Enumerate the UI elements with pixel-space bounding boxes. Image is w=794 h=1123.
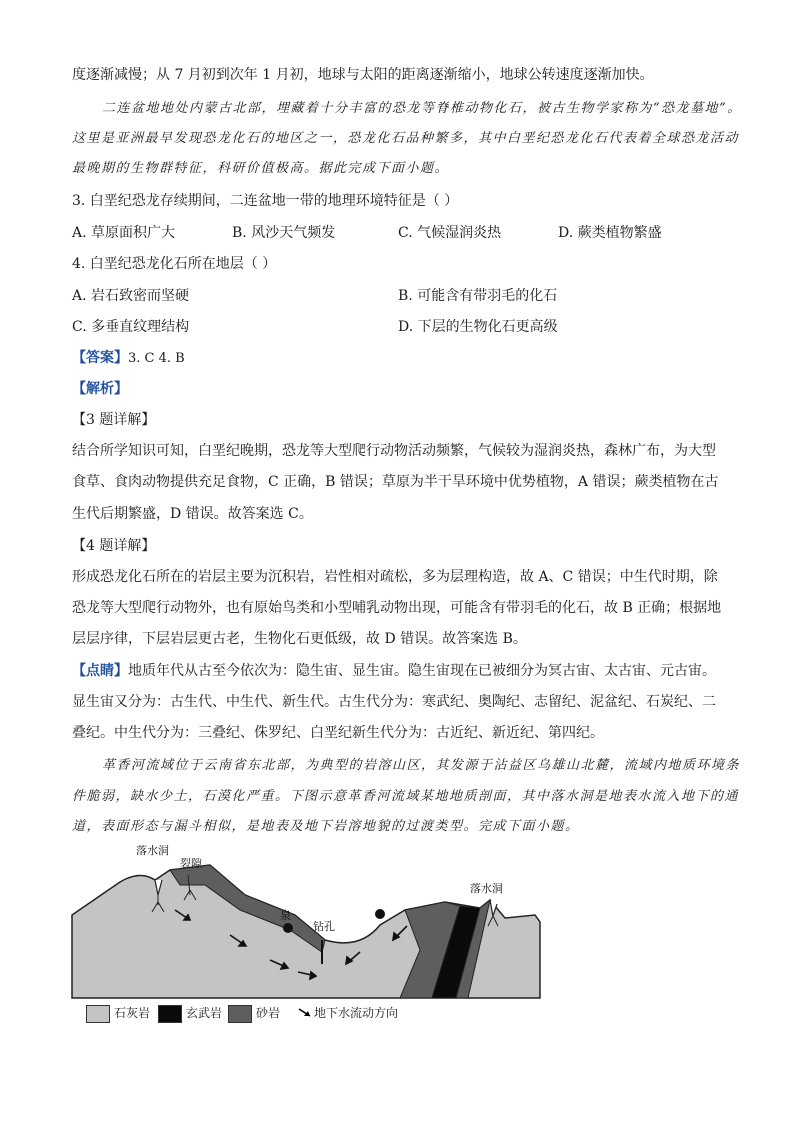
q4-detail-line-3: 层层序律，下层岩层更古老，生物化石更低级，故 D 错误。故答案选 B。 xyxy=(72,631,527,647)
q3-detail-line-1: 结合所学知识可知，白垩纪晚期，恐龙等大型爬行动物活动频繁，气候较为湿润炎热，森林广布，为大型 xyxy=(72,443,716,459)
spring-left-dot xyxy=(283,923,293,933)
q4-detail-line-2: 恐龙等大型爬行动物外，也有原始鸟类和小型哺乳动物出现，可能含有带羽毛的化石，故 B 正确；根据地 xyxy=(72,600,722,616)
label-borehole: 钻孔 xyxy=(313,920,335,933)
q3-detail-line-2: 食草、食肉动物提供充足食物，C 正确，B 错误；草原为半干旱环境中优势植物，A 错误；蕨类植物在古 xyxy=(72,474,719,490)
q4-option-c: C. 多垂直纹理结构 xyxy=(72,319,190,335)
legend-swatch-basalt xyxy=(158,1005,182,1023)
q4-option-a: A. 岩石致密而坚硬 xyxy=(72,288,190,304)
q4-detail-line-1: 形成恐龙化石所在的岩层主要为沉积岩，岩性相对疏松，多为层理构造，故 A、C 错误；中生代时期，除 xyxy=(72,569,718,585)
q3-detail-tag: 【3 题详解】 xyxy=(72,412,156,428)
label-spring: 泉 xyxy=(280,909,291,922)
q3-option-a: A. 草原面积广大 xyxy=(72,225,176,241)
analysis-tag: 【解析】 xyxy=(72,381,128,397)
q3-option-b: B. 风沙天气频发 xyxy=(232,225,336,241)
analysis-line xyxy=(72,378,722,400)
tip-line-2: 显生宙又分为：古生代、中生代、新生代。古生代分为：寒武纪、奥陶纪、志留纪、泥盆纪、石炭纪、二 xyxy=(72,694,716,710)
label-sinkhole-right: 落水洞 xyxy=(470,882,503,895)
q4-option-b: B. 可能含有带羽毛的化石 xyxy=(398,288,558,304)
tip-line-3: 叠纪。中生代分为：三叠纪、侏罗纪、白垩纪新生代分为：古近纪、新近纪、第四纪。 xyxy=(72,725,604,741)
legend-swatch-limestone xyxy=(86,1005,110,1023)
legend-label-flow: 地下水流动方向 xyxy=(314,1006,399,1020)
passage1-line-2: 这里是亚洲最早发现恐龙化石的地区之一，恐龙化石品种繁多，其中白垩纪恐龙化石代表着全球恐龙活动 xyxy=(72,131,740,146)
q3-detail-line-3: 生代后期繁盛，D 错误。故答案选 C。 xyxy=(72,506,313,522)
tip-text-1: 地质年代从古至今依次为：隐生宙、显生宙。隐生宙现在已被细分为冥古宙、太古宙、元古宙。 xyxy=(128,663,716,679)
answer-tag: 【答案】 xyxy=(72,350,128,366)
passage2-line-2: 件脆弱，缺水少土，石漠化严重。下图示意革香河流域某地地质剖面，其中落水洞是地表水流入地下的通 xyxy=(72,789,740,804)
q3-option-c: C. 气候湿润炎热 xyxy=(398,225,502,241)
q4-stem: 4. 白垩纪恐龙化石所在地层（ ） xyxy=(72,256,277,272)
passage1-line-3: 最晚期的生物群特征，科研价值极高。据此完成下面小题。 xyxy=(72,161,450,176)
q4-option-d: D. 下层的生物化石更高级 xyxy=(398,319,558,335)
q4-detail-tag: 【4 题详解】 xyxy=(72,538,156,554)
q3-stem: 3. 白垩纪恐龙存续期间，二连盆地一带的地理环境特征是（ ） xyxy=(72,193,459,209)
legend-arrow-icon xyxy=(298,1007,314,1019)
answer-text: 3. C 4. B xyxy=(128,351,185,366)
legend-swatch-sandstone xyxy=(228,1005,252,1023)
spring-right-dot xyxy=(375,909,385,919)
passage2-line-1: 革香河流域位于云南省东北部，为典型的岩溶山区，其发源于沾益区乌雄山北麓，流域内地质环境条 xyxy=(102,758,741,773)
answer-line xyxy=(72,347,722,370)
label-fissure: 裂隙 xyxy=(180,857,202,870)
geologic-cross-section xyxy=(60,840,560,1005)
tip-line-1 xyxy=(72,660,722,682)
legend-label-limestone: 石灰岩 xyxy=(114,1006,151,1020)
tip-tag: 【点睛】 xyxy=(72,663,128,679)
q3-option-d: D. 蕨类植物繁盛 xyxy=(558,225,662,241)
passage2-line-3: 道，表面形态与漏斗相似，是地表及地下岩溶地貌的过渡类型。完成下面小题。 xyxy=(72,819,580,834)
legend-label-basalt: 玄武岩 xyxy=(186,1006,223,1020)
label-sinkhole-left: 落水洞 xyxy=(136,844,169,857)
passage1-line-1: 二连盆地地处内蒙古北部，埋藏着十分丰富的恐龙等脊椎动物化石，被古生物学家称为“恐龙墓地”。 xyxy=(102,101,742,116)
legend-label-sandstone: 砂岩 xyxy=(256,1006,281,1020)
intro-tail-text: 度逐渐减慢；从 7 月初到次年 1 月初，地球与太阳的距离逐渐缩小，地球公转速度逐渐加快。 xyxy=(72,67,654,83)
